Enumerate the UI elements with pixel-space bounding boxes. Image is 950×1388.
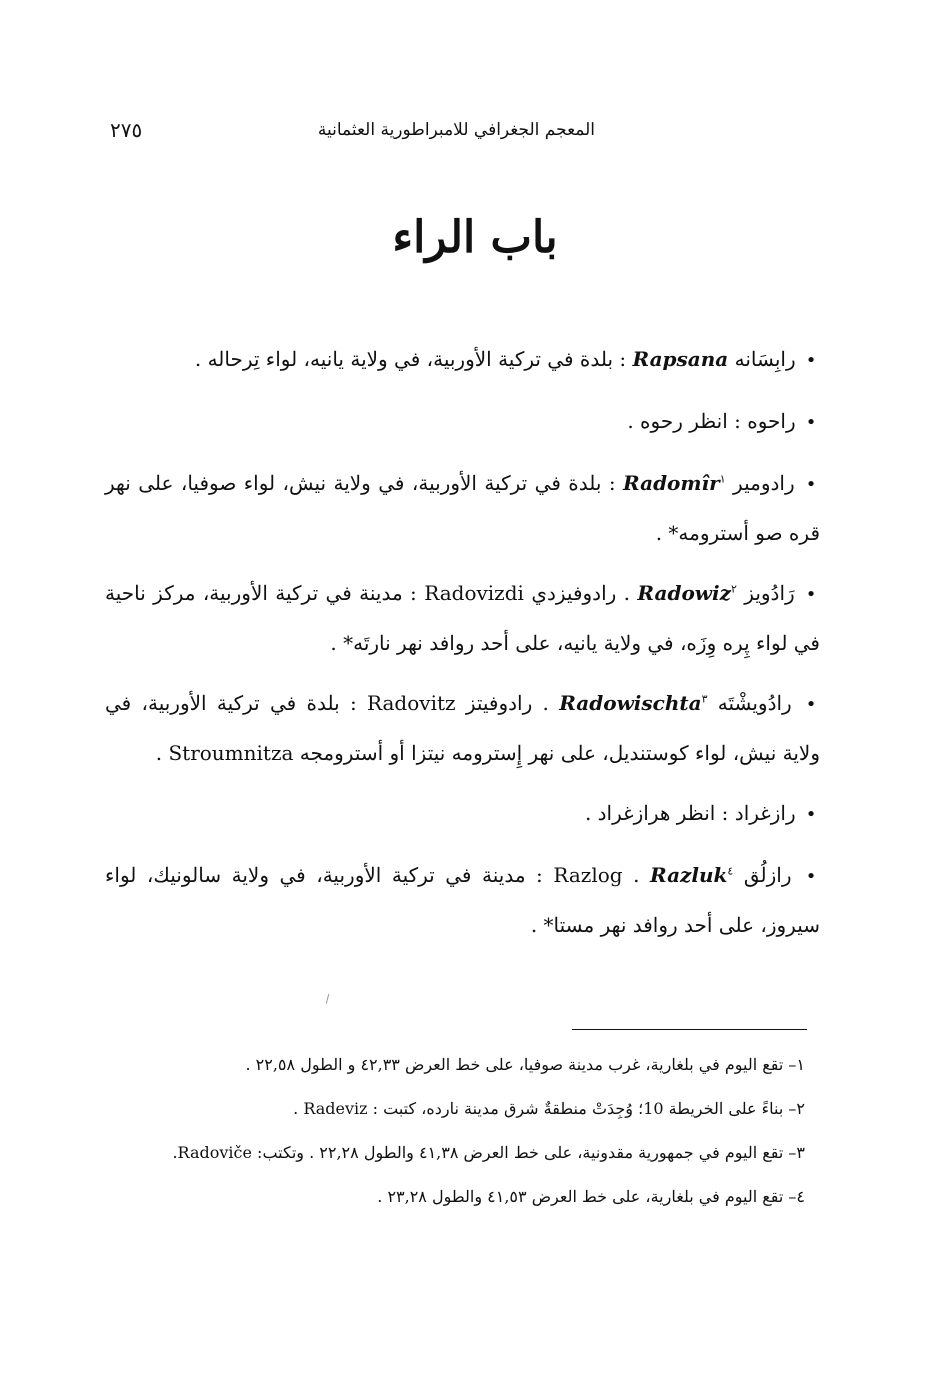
- footnote-ref: ٤: [727, 864, 734, 878]
- entry-text: . رادوفيزدي: [531, 581, 631, 605]
- entry-text: .: [155, 741, 163, 765]
- entry-text: : مدينة في تركية الأوربية، مركز ناحية في لواء پِره وِزَه، في ولاية يانيه، على أحد روافد نهر نارتَه* .: [105, 581, 820, 655]
- bullet-icon: •: [805, 804, 817, 825]
- entry-alt-name: Radovizdi: [424, 581, 524, 605]
- bullet-icon: •: [805, 694, 817, 715]
- list-item: [105, 569, 820, 667]
- stray-mark: [326, 994, 331, 1004]
- entry-name: رَادُويز: [744, 581, 795, 605]
- footnote-ref: ٣: [701, 692, 708, 706]
- entry-alt-name: Razlog: [553, 863, 623, 887]
- bullet-icon: •: [805, 474, 817, 495]
- entry-text: .: [633, 863, 640, 887]
- footnote-ref: ٢: [730, 582, 737, 596]
- entry-name: راحوه: [747, 409, 796, 433]
- list-item: [105, 397, 820, 447]
- entry-alt-name: Stroumnitza: [168, 741, 294, 765]
- entry-text: : بلدة في تركية الأوربية، في ولاية نيش، لواء صوفيا، على نهر قره صو أسترومه* .: [105, 471, 820, 545]
- footnote: ٤– تقع اليوم في بلغارية، على خط العرض ٤١,٥٣ والطول ٢٣,٢٨ .: [377, 1187, 805, 1206]
- entry-name: رادُويشْتَه: [717, 691, 792, 715]
- entry-text: : بلدة في تركية الأوربية، في ولاية يانيه، لواء تِرحاله .: [194, 347, 627, 371]
- list-item: [105, 789, 820, 839]
- entry-text: : مدينة في تركية الأوربية، في ولاية سالونيك، لواء سيروز، على أحد روافد نهر مستا* .: [105, 863, 820, 937]
- page-number: ٢٧٥: [110, 118, 143, 142]
- entry-list: [105, 335, 820, 961]
- list-item: [105, 851, 820, 949]
- bullet-icon: •: [805, 866, 817, 887]
- entry-alt-name: Radovitz: [366, 691, 456, 715]
- footnote: ١– تقع اليوم في بلغارية، غرب مدينة صوفيا، على خط العرض ٤٢,٣٣ و الطول ٢٢,٥٨ .: [245, 1055, 805, 1074]
- footnotes: [105, 1048, 805, 1224]
- list-item: [105, 679, 820, 777]
- chapter-title: باب الراء: [392, 212, 558, 263]
- footnote-ref: ١: [719, 472, 726, 486]
- entry-latin-name: Radowischta: [559, 691, 702, 715]
- bullet-icon: •: [805, 350, 817, 371]
- list-item: [105, 335, 820, 385]
- entry-latin-name: Radowiz: [637, 581, 731, 605]
- entry-latin-name: Radomîr: [623, 471, 720, 495]
- entry-latin-name: Rapsana: [632, 347, 729, 371]
- entry-text: . رادوفيتز: [465, 691, 549, 715]
- entry-text: : انظر هرازغراد .: [584, 801, 729, 825]
- footnote: ٢– بناءً على الخريطة 10؛ وُجِدَتْ منطقةٌ شرق مدينة نارده، كتبت : Radeviz .: [293, 1099, 805, 1118]
- footnote: ٣– تقع اليوم في جمهورية مقدونية، على خط العرض ٤١,٣٨ والطول ٢٢,٢٨ . وتكتب: Radoviče.: [172, 1143, 805, 1162]
- entry-name: رابِسَانه: [734, 347, 796, 371]
- running-header-title: المعجم الجغرافي للامبراطورية العثمانية: [317, 120, 595, 140]
- entry-text: : بلدة في تركية الأوربية، في ولاية نيش، لواء كوستنديل، على نهر إِسترومه نيتزا أو أسترومجه: [105, 691, 820, 765]
- entry-name: رازلُق: [743, 863, 792, 887]
- entry-name: رادومير: [733, 471, 795, 495]
- bullet-icon: •: [805, 584, 817, 605]
- list-item: [105, 459, 820, 557]
- bullet-icon: •: [805, 412, 817, 433]
- entry-text: : انظر رحوه .: [627, 409, 741, 433]
- footnote-divider: [572, 1029, 807, 1030]
- entry-latin-name: Razluk: [649, 863, 728, 887]
- entry-name: رازغراد: [734, 801, 796, 825]
